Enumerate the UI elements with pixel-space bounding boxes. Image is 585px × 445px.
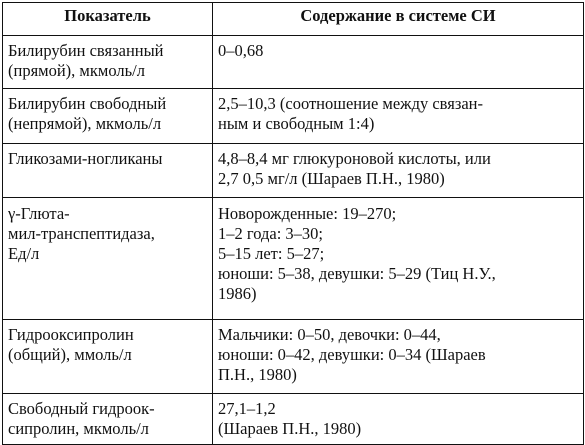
value-cell — [213, 144, 584, 198]
value-cell — [213, 394, 584, 445]
table-row — [3, 320, 584, 394]
indicator-text: Свободный гидроок- — [8, 399, 155, 418]
value-text: П.Н., 1980) — [218, 365, 297, 384]
value-text: 5–15 лет: 5–27; — [218, 244, 325, 263]
indicator-text: сипролин, мкмоль/л — [8, 419, 149, 438]
value-text: 0–0,68 — [218, 41, 264, 60]
value-text: 2,5–10,3 (соотношение между связан- — [218, 94, 483, 113]
indicator-cell — [3, 89, 213, 144]
value-cell — [213, 198, 584, 320]
value-text: 1–2 года: 3–30; — [218, 224, 324, 243]
indicator-text: (непрямой), мкмоль/л — [8, 114, 162, 133]
reference-values-table — [2, 2, 584, 445]
indicator-text: Билирубин свободный — [8, 94, 167, 113]
table-header-row — [3, 3, 584, 36]
indicator-text: (общий), ммоль/л — [8, 345, 132, 364]
value-text: юноши: 0–42, девушки: 0–34 (Шараев — [218, 345, 486, 364]
value-cell — [213, 89, 584, 144]
indicator-cell — [3, 198, 213, 320]
value-text: ным и свободным 1:4) — [218, 114, 375, 133]
value-cell — [213, 36, 584, 89]
header-si-content: Содержание в системе СИ — [213, 3, 584, 36]
table-row — [3, 144, 584, 198]
value-cell — [213, 320, 584, 394]
value-text: Новорожденные: 19–270; — [218, 204, 397, 223]
indicator-text: мил-транспептидаза, — [8, 224, 155, 243]
value-text: Мальчики: 0–50, девочки: 0–44, — [218, 325, 441, 344]
table-row — [3, 394, 584, 445]
value-text: 4,8–8,4 мг глюкуроновой кислоты, или — [218, 149, 491, 168]
table-row — [3, 89, 584, 144]
table-row — [3, 198, 584, 320]
indicator-cell — [3, 394, 213, 445]
indicator-cell — [3, 144, 213, 198]
header-indicator: Показатель — [3, 3, 213, 36]
value-text: 2,7 0,5 мг/л (Шараев П.Н., 1980) — [218, 169, 445, 188]
indicator-text: Гидрооксипролин — [8, 325, 134, 344]
indicator-text: Ед/л — [8, 244, 40, 263]
indicator-text: γ-Глюта- — [8, 204, 70, 223]
indicator-text: Гликозами-ногликаны — [8, 149, 163, 168]
indicator-cell — [3, 320, 213, 394]
indicator-cell — [3, 36, 213, 89]
value-text: 27,1–1,2 — [218, 399, 276, 418]
value-text: 1986) — [218, 284, 257, 303]
value-text: (Шараев П.Н., 1980) — [218, 419, 362, 438]
indicator-text: Билирубин связанный — [8, 41, 164, 60]
indicator-text: (прямой), мкмоль/л — [8, 61, 145, 80]
value-text: юноши: 5–38, девушки: 5–29 (Тиц Н.У., — [218, 264, 496, 283]
table-row — [3, 36, 584, 89]
